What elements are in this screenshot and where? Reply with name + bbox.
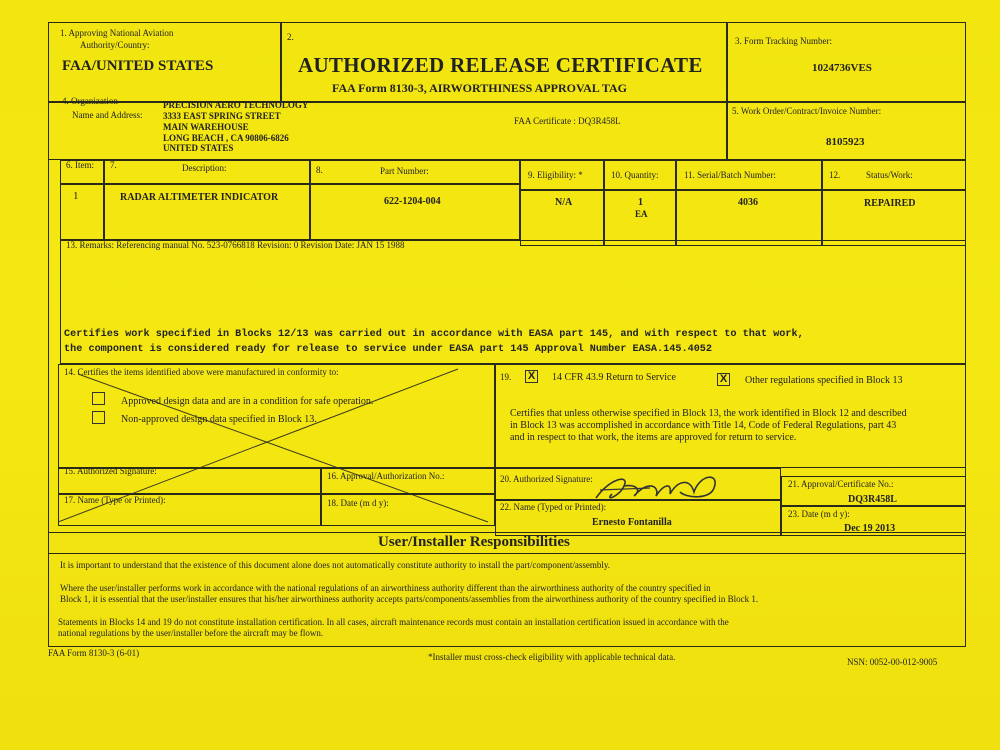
block-21-label: 21. Approval/Certificate No.: [788,479,894,489]
form-subtitle: FAA Form 8130-3, AIRWORTHINESS APPROVAL TAG [332,81,627,95]
eligibility-note: *Installer must cross-check eligibility with applicable technical data. [428,652,676,662]
row-item-cell [60,184,104,240]
remarks-line-2: the component is considered ready for release to service under EASA part 145 Approval Number EASA.145.4052 [64,344,713,355]
return-to-service-label: 14 CFR 43.9 Return to Service [552,372,676,383]
form-number: FAA Form 8130-3 (6-01) [48,648,140,658]
non-approved-design-checkbox[interactable] [92,411,105,424]
other-regulations-label: Other regulations specified in Block 13 [745,375,903,386]
org-line-1: PRECISION AERO TECHNOLOGY [163,100,309,110]
block-2-number: 2. [287,32,294,42]
col-quantity-label: 10. Quantity: [611,170,659,180]
item-status: REPAIRED [864,198,916,209]
responsibilities-p2a: Where the user/installer performs work in accordance with the national regulations of an airworthiness authority different than the airworthiness authority of the country specified in [60,583,711,593]
responsibilities-title: User/Installer Responsibilities [378,534,570,550]
responsibilities-p2b: Block 1, it is essential that the user/installer ensures that his/her airworthiness authority accepts parts/components/assemblies from the airworthiness authority of the country specified in Block 1. [60,594,759,604]
col-item-label: 6. Item: [66,160,94,170]
org-line-3: MAIN WAREHOUSE [163,122,249,132]
work-order-number: 8105923 [826,136,865,148]
block-3-label: 3. Form Tracking Number: [735,36,833,46]
col-serial-label: 11. Serial/Batch Number: [684,170,776,180]
block-1-label2: Authority/Country: [80,40,150,50]
col-part-label: Part Number: [380,166,429,176]
col-status-num: 12. [829,170,841,180]
other-regulations-checkbox[interactable]: X [717,373,730,386]
approved-design-label: Approved design data and are in a condition for safe operation. [121,396,374,407]
row-part-cell [310,184,520,240]
org-line-5: UNITED STATES [163,143,234,153]
block-1-label: 1. Approving National Aviation [60,28,174,38]
block-23-label: 23. Date (m d y): [788,509,850,519]
block-14-label: 14. Certifies the items identified above were manufactured in conformity to: [64,367,339,377]
block-17-label: 17. Name (Type or Printed): [64,495,166,505]
item-serial: 4036 [738,197,758,208]
block-4-label2: Name and Address: [72,110,143,120]
form-title: AUTHORIZED RELEASE CERTIFICATE [298,53,703,77]
block-16-label: 16. Approval/Authorization No.: [327,471,445,481]
org-line-2: 3333 EAST SPRING STREET [163,111,281,121]
item-eligibility: N/A [555,197,573,208]
responsibilities-p3a: Statements in Blocks 14 and 19 do not constitute installation certification. In all cases, aircraft maintenance records must contain an installation certification issued in accordance with the [58,617,729,627]
block-5-label: 5. Work Order/Contract/Invoice Number: [732,106,882,116]
authorized-name: Ernesto Fontanilla [592,517,672,528]
block-19-number: 19. [500,372,512,382]
item-description: RADAR ALTIMETER INDICATOR [120,192,279,203]
block-15-label: 15. Authorized Signature: [64,466,157,476]
org-line-4: LONG BEACH , CA 90806-6826 [163,133,289,143]
item-part-number: 622-1204-004 [384,196,441,207]
tracking-number: 1024736VES [812,62,872,74]
block-20-label: 20. Authorized Signature: [500,474,593,484]
return-to-service-checkbox[interactable]: X [525,370,538,383]
col-description-num: 7. [110,160,117,170]
item-number: 1 [73,190,79,202]
block-19-statement: Certifies that unless otherwise specified in Block 13, the work identified in Block 12 and described in Block 13 was accomplished in accordance with Title 14, Code of Federal Regulations, part 43 and in respect to that work, the items are approved for return to service. [510,408,907,443]
block-18-label: 18. Date (m d y): [327,498,389,508]
block-4-label: 4. Organization [62,96,118,106]
col-eligibility-label: 9. Eligibility: * [528,170,583,180]
col-status-label: Status/Work: [866,170,913,180]
approved-design-checkbox[interactable] [92,392,105,405]
remarks-label: 13. Remarks: Referencing manual No. 523-0766818 Revision: 0 Revision Date: JAN 15 1988 [66,240,405,250]
approving-authority: FAA/UNITED STATES [62,58,214,74]
col-description-label: Description: [182,163,227,173]
item-quantity-unit: EA [635,209,648,219]
responsibilities-p3b: national regulations by the user/installer before the aircraft may be flown. [58,628,324,638]
block-22-label: 22. Name (Typed or Printed): [500,502,607,512]
faa-certificate: FAA Certificate : DQ3R458L [514,116,621,126]
col-part-num: 8. [316,165,323,175]
responsibilities-p1: It is important to understand that the existence of this document alone does not automatically constitute authority to install the part/component/assembly. [60,560,611,570]
remarks-line-1: Certifies work specified in Blocks 12/13 was carried out in accordance with EASA part 145, and with respect to that work, [64,329,804,340]
release-date: Dec 19 2013 [844,523,896,534]
approval-certificate-number: DQ3R458L [848,494,897,505]
nsn-number: NSN: 0052-00-012-9005 [847,657,938,667]
block-4 [48,102,727,160]
non-approved-design-label: Non-approved design data specified in Block 13. [121,414,317,425]
item-quantity: 1 [638,197,643,208]
